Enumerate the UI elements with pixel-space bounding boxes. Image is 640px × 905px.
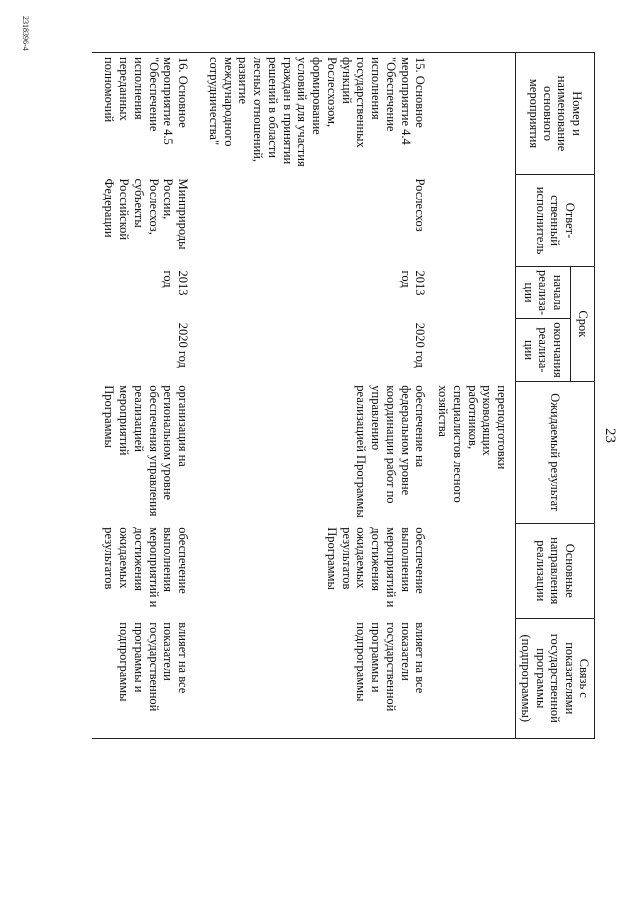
continuation-row [433, 53, 515, 739]
measure-result: обеспечение на федеральном уровне координации работ по управлению реализацией Программы [354, 385, 428, 518]
measure-directions: обеспечение выполнения мероприятий и достижения ожидаемых результатов Программы [324, 527, 428, 608]
header-executor: Ответ-ственный исполнитель [516, 175, 595, 267]
measure-name: 15. Основное мероприятие 4.4 "Обеспечение исполнения государственных функций Рослесхозом, формирование условий для участия граждан в принятии решений в области лесных отношений, развитие международного сотрудничества" [196, 53, 433, 175]
measure-name: 16. Основное мероприятие 4.5 "Обеспечение исполнения переданных полномочий [92, 53, 197, 175]
header-directions: Основные направления реализации [516, 523, 595, 618]
measure-start: 2013 год [161, 270, 191, 296]
measure-executor: Минприроды России, Рослесхоз, субъекты Российской Федерации [102, 178, 191, 250]
document-code: 2318396-4 [21, 16, 30, 51]
measure-end: 2020 год [176, 322, 191, 368]
measure-start: 2013 год [398, 270, 428, 296]
table-row [196, 53, 433, 739]
measure-end: 2020 год [413, 322, 428, 368]
measure-link: влияет на все показатели государственной программы и подпрограммы [92, 618, 197, 738]
measure-directions: обеспечение выполнения мероприятий и достижения ожидаемых результатов [102, 527, 191, 608]
header-result: Ожидаемый результат [516, 381, 595, 523]
header-term-start: начала реализа-ции [516, 267, 571, 319]
table-row [92, 53, 197, 739]
measures-table [92, 52, 595, 739]
page-number: 23 [602, 428, 618, 443]
continuation-text: переподготовки руководящих работников, специалистов лесного хозяйства [436, 385, 510, 503]
measure-executor: Рослесхоз [413, 178, 428, 232]
measure-result: организация на региональном уровне обеспечения управления реализацией мероприятий Программы [102, 385, 191, 517]
header-term-end: окончания реализа-ции [516, 319, 571, 382]
header-number-name: Номер и наименование основного мероприятия [516, 53, 595, 175]
header-link: Связь с показателями государственной программы (подпрограммы) [516, 618, 595, 738]
header-term: Срок [571, 267, 595, 382]
measure-link: влияет на все показатели государственной программы и подпрограммы [196, 618, 433, 738]
